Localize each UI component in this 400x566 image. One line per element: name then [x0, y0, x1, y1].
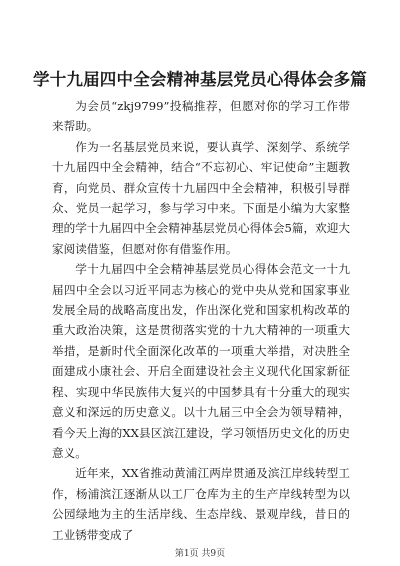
document-title: 学十九届四中全会精神基层党员心得体会多篇 — [33, 70, 367, 89]
paragraph-essay-two: 近年来，XX省推动黄浦江两岸贯通及滨江岸线转型工作，杨浦滨江逐渐从以工厂仓库为主的生产岸线转型为以公园绿地为主的生活岸线、生态岸线、景观岸线，昔日的工业锈带变成了 — [52, 466, 350, 542]
page-number: 第1页 共9页 — [174, 549, 226, 559]
paragraph-intro: 为会员“zkj9799”投稿推荐，但愿对你的学习工作带来帮助。 — [52, 99, 350, 134]
paragraph-description: 作为一名基层党员来说，要认真学、深刻学、系统学十九届四中全会精神，结合“不忘初心、牢记使命”主题教育，向党员、群众宣传十九届四中全会精神，积极引导群众、党员一起学习，参与学习中来。下面是小编为大家整理的学十九届四中全会精神基层党员心得体会5篇，欢迎大家阅读借鉴，但愿对你有借鉴作用。 — [52, 139, 350, 256]
paragraph-essay-one: 学十九届四中全会精神基层党员心得体会范文一十九届四中全会以习近平同志为核心的党中央从党和国家事业发展全局的战略高度出发，作出深化党和国家机构改革的重大政治决策，这是贯彻落实党的十九大精神的一项重大举措，是新时代全面深化改革的一项重大举措，对决胜全面建成小康社会、开启全面建设社会主义现代化国家新征程、实现中华民族伟大复兴的中国梦具有十分重大的现实意义和深远的历史意义。以十九届三中全会为领导精神，看今天上海的XX县区滨江建设，学习领悟历史文化的历史意义。 — [52, 262, 350, 460]
document-body — [52, 96, 350, 545]
